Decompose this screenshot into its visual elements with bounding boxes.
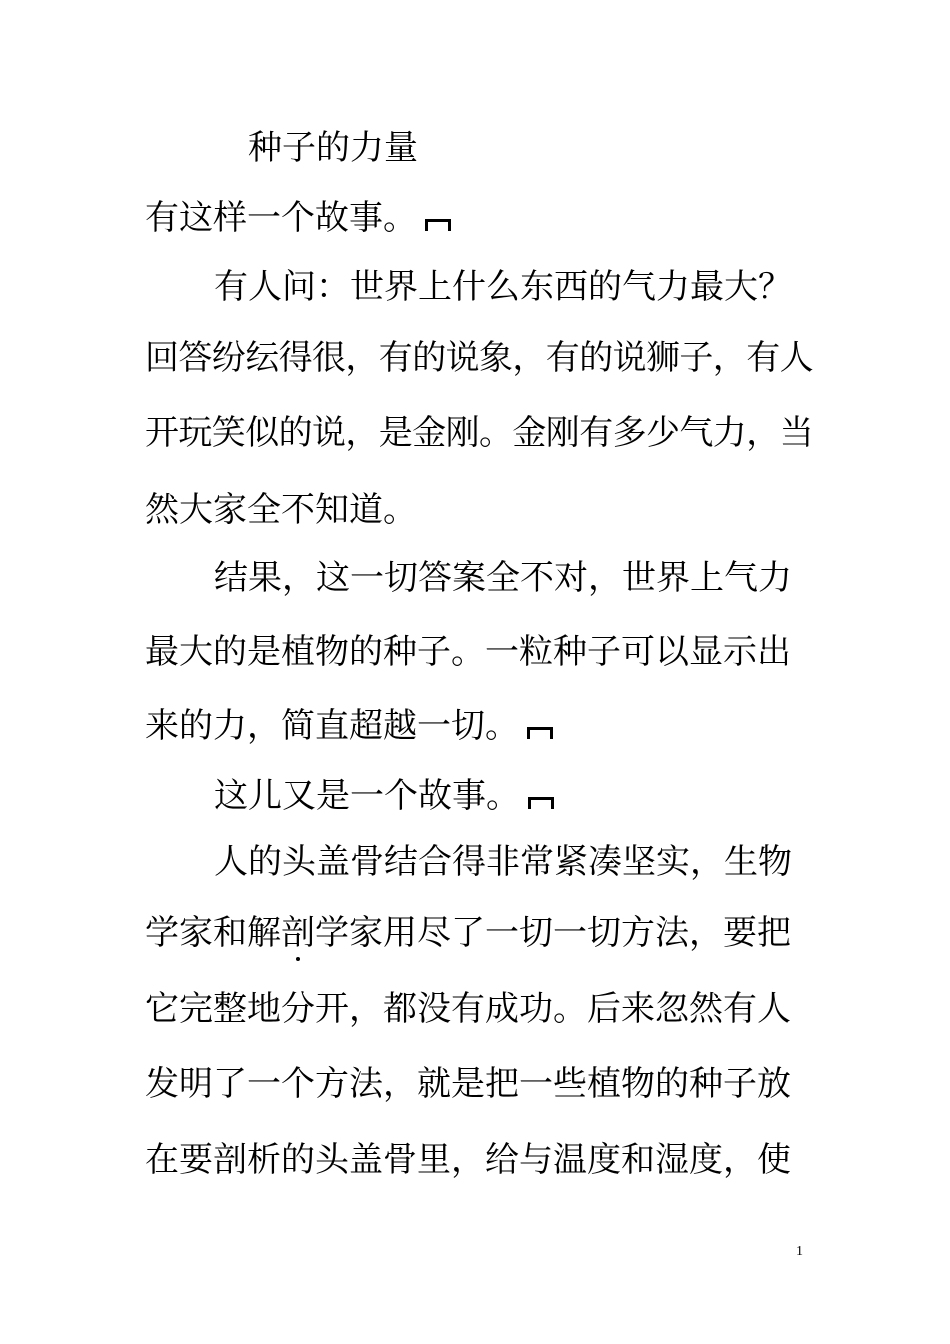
text-line: 人的头盖骨结合得非常紧凑坚实，生物 — [214, 842, 792, 882]
document-title: 种子的力量 — [248, 128, 418, 168]
text-line: 结果，这一切答案全不对，世界上气力 — [214, 558, 792, 598]
text-line: 开玩笑似的说，是金刚。金刚有多少气力，当 — [145, 413, 813, 453]
text-line — [145, 198, 453, 238]
line-text: 有这样一个故事。 — [145, 198, 417, 238]
text-line: 有人问：世界上什么东西的气力最大？ — [214, 267, 792, 307]
text-line: 最大的是植物的种子。一粒种子可以显示出 — [145, 632, 791, 672]
text-line: 发明了一个方法，就是把一些植物的种子放 — [145, 1064, 791, 1104]
line-text: 学家和解 — [145, 913, 281, 953]
page-number: 1 — [796, 1244, 803, 1259]
text-line — [145, 706, 555, 746]
text-line: 回答纷纭得很，有的说象，有的说狮子，有人 — [145, 338, 813, 378]
text-line: 它完整地分开，都没有成功。后来忽然有人 — [145, 989, 791, 1029]
editor-mark-icon — [423, 211, 453, 231]
text-line — [145, 913, 791, 953]
line-text: 学家用尽了一切一切方法，要把 — [315, 913, 791, 953]
line-text: 这儿又是一个故事。 — [214, 776, 520, 816]
editor-mark-icon — [525, 719, 555, 739]
text-line — [214, 776, 556, 816]
text-line: 在要剖析的头盖骨里，给与温度和湿度，使 — [145, 1140, 791, 1180]
text-line: 然大家全不知道。 — [145, 490, 417, 530]
editor-mark-icon — [526, 789, 556, 809]
emphasis-dot-character: 剖 — [281, 913, 315, 953]
line-text: 来的力，简直超越一切。 — [145, 706, 519, 746]
